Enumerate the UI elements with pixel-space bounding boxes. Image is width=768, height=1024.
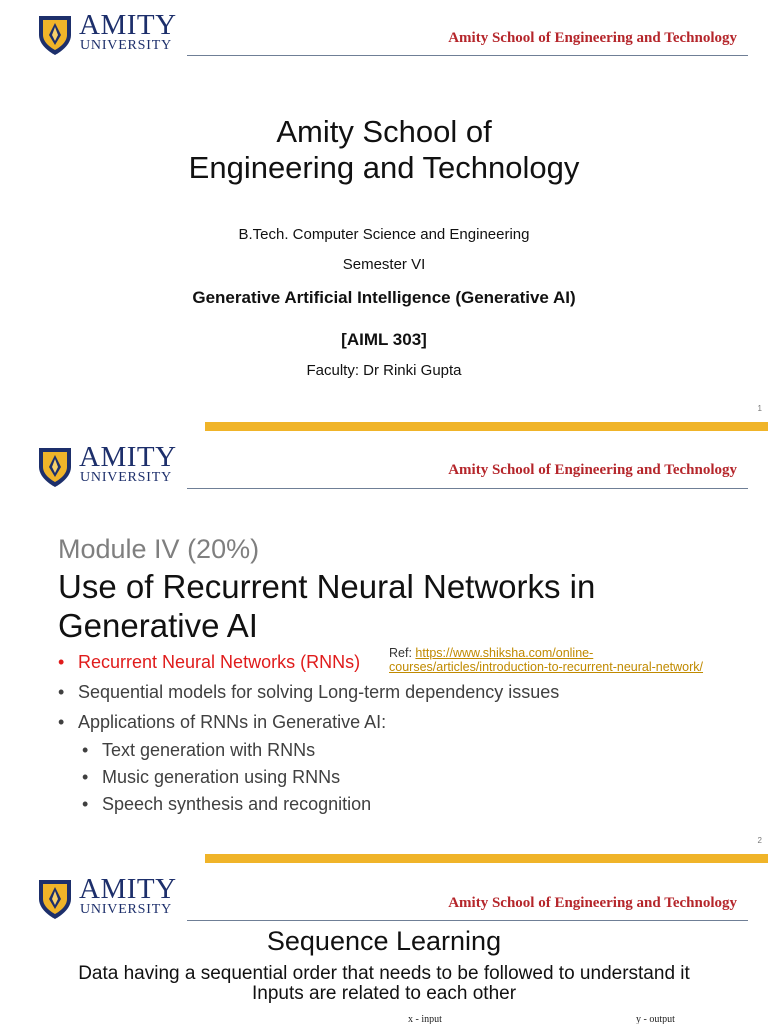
logo-university-text: UNIVERSITY bbox=[80, 470, 172, 485]
amity-logo bbox=[37, 9, 177, 59]
logo-amity-text: AMITY bbox=[79, 9, 177, 41]
reference-block bbox=[389, 646, 703, 674]
description-line2: Inputs are related to each other bbox=[251, 983, 517, 1004]
bullet-item: • Recurrent Neural Networks (RNNs) bbox=[58, 652, 559, 682]
slide-title-line2: Generative AI bbox=[58, 607, 258, 644]
amity-shield-icon bbox=[37, 445, 73, 489]
amity-logo bbox=[37, 441, 177, 491]
slide-title-line2: Engineering and Technology bbox=[188, 150, 580, 185]
school-header: Amity School of Engineering and Technology bbox=[448, 30, 737, 46]
slide-number: 1 bbox=[757, 404, 762, 413]
sub-bullet-item: • Speech synthesis and recognition bbox=[58, 794, 559, 821]
logo-university-text: UNIVERSITY bbox=[80, 902, 172, 917]
logo-amity-text: AMITY bbox=[79, 873, 177, 905]
input-label: x - input bbox=[408, 1014, 442, 1024]
amity-shield-icon bbox=[37, 877, 73, 921]
semester-text: Semester VI bbox=[342, 256, 426, 273]
course-title: Generative Artificial Intelligence (Generative AI) bbox=[192, 288, 576, 307]
school-header: Amity School of Engineering and Technology bbox=[448, 462, 737, 478]
sub-bullet-item: • Music generation using RNNs bbox=[58, 767, 559, 794]
bullet-list bbox=[58, 652, 559, 821]
header-rule bbox=[187, 55, 748, 56]
ref-label: Ref: bbox=[389, 646, 412, 660]
amity-shield-icon bbox=[37, 13, 73, 57]
slide-title-line1: Amity School of bbox=[276, 114, 492, 149]
slide-3 bbox=[0, 864, 768, 1024]
header-rule bbox=[187, 488, 748, 489]
amity-logo bbox=[37, 873, 177, 923]
school-header: Amity School of Engineering and Technology bbox=[448, 895, 737, 911]
ref-link-line1[interactable]: https://www.shiksha.com/online- bbox=[415, 646, 594, 660]
footer-bar bbox=[205, 854, 768, 863]
course-code: [AIML 303] bbox=[341, 330, 427, 349]
slide-1 bbox=[0, 0, 768, 432]
bullet-item: • Applications of RNNs in Generative AI: bbox=[58, 712, 559, 740]
program-text: B.Tech. Computer Science and Engineering bbox=[238, 226, 530, 243]
faculty-text: Faculty: Dr Rinki Gupta bbox=[306, 362, 462, 379]
module-label: Module IV (20%) bbox=[58, 534, 260, 564]
logo-amity-text: AMITY bbox=[79, 441, 177, 473]
slide-title-line1: Use of Recurrent Neural Networks in bbox=[58, 568, 596, 605]
header-rule bbox=[187, 920, 748, 921]
footer-bar bbox=[205, 422, 768, 431]
slide-title: Sequence Learning bbox=[266, 926, 502, 956]
slide-2 bbox=[0, 432, 768, 864]
ref-link-line2[interactable]: courses/articles/introduction-to-recurrent-neural-network/ bbox=[389, 660, 704, 674]
output-label: y - output bbox=[636, 1014, 675, 1024]
slide-number: 2 bbox=[757, 836, 762, 845]
logo-university-text: UNIVERSITY bbox=[80, 38, 172, 53]
sub-bullet-item: • Text generation with RNNs bbox=[58, 740, 559, 767]
description-line1: Data having a sequential order that needs to be followed to understand it bbox=[78, 963, 690, 984]
bullet-item: • Sequential models for solving Long-term dependency issues bbox=[58, 682, 559, 712]
